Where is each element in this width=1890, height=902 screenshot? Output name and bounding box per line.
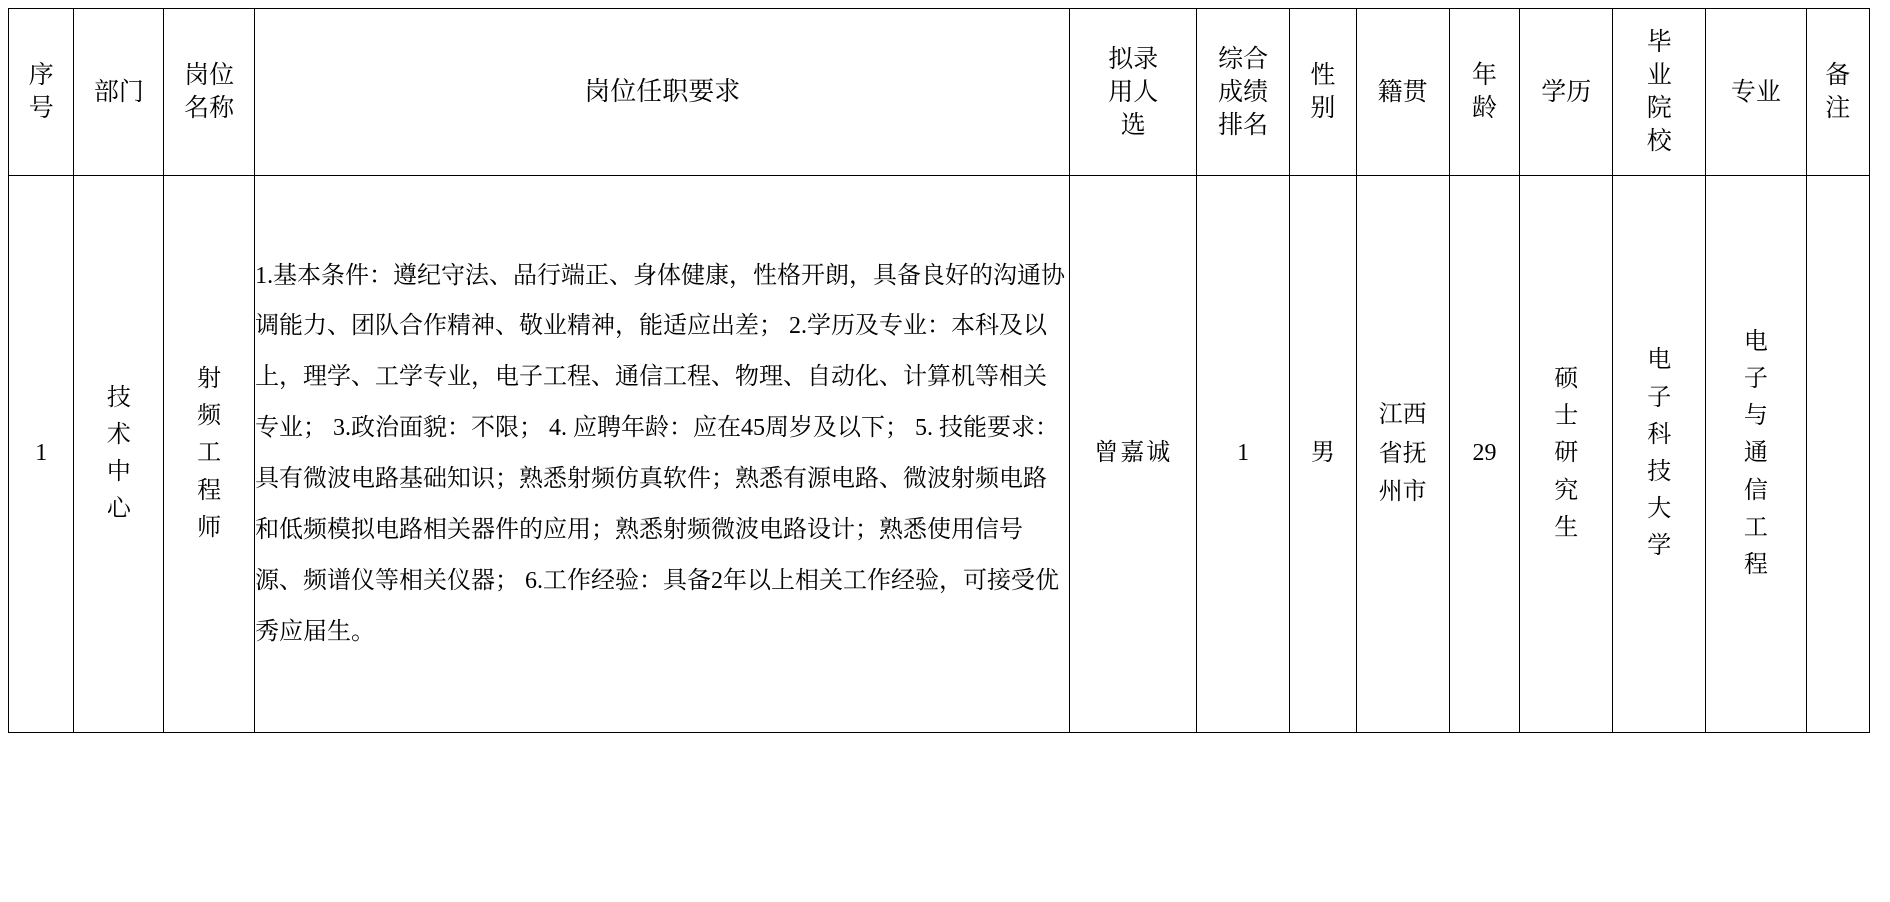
header-cell-hometown — [1356, 9, 1449, 176]
header-label-requirements: 岗位任职要求 — [584, 76, 741, 106]
cell-position — [164, 176, 255, 733]
cell-education-value: 硕士研究生 — [1554, 366, 1579, 541]
header-label-major: 专业 — [1730, 78, 1781, 106]
header-label-education: 学历 — [1541, 78, 1592, 106]
cell-department-value: 技术中心 — [106, 384, 131, 523]
header-cell-position — [164, 9, 255, 176]
cell-major — [1706, 176, 1806, 733]
cell-school-value: 电子科技大学 — [1647, 347, 1672, 560]
cell-candidate: 曾嘉诚 — [1070, 176, 1197, 733]
cell-requirements: 1.基本条件：遵纪守法、品行端正、身体健康，性格开朗，具备良好的沟通协调能力、团队合作精神、敬业精神，能适应出差； 2.学历及专业：本科及以上，理学、工学专业，电子工程、通信工程、物理、自动化、计算机等相关专业； 3.政治面貌：不限； 4. 应聘年龄：应在45周岁及以下； 5. 技能要求：具有微波电路基础知识；熟悉射频仿真软件；熟悉有源电路、微波射频电路和低频模拟电路相关器件的应用；熟悉射频微波电路设计；熟悉使用信号源、频谱仪等相关仪器； 6.工作经验：具备2年以上相关工作经验，可接受优秀应届生。 — [255, 176, 1070, 733]
header-label-remark: 备注 — [1825, 62, 1851, 122]
header-cell-index — [9, 9, 74, 176]
header-label-hometown: 籍贯 — [1377, 78, 1428, 106]
header-label-gender: 性别 — [1310, 62, 1336, 122]
cell-index: 1 — [9, 176, 74, 733]
header-cell-requirements — [255, 9, 1070, 176]
header-label-candidate: 拟录用人选 — [1108, 45, 1159, 139]
header-label-school: 毕业院校 — [1646, 29, 1672, 155]
header-cell-remark — [1806, 9, 1869, 176]
header-cell-department — [74, 9, 164, 176]
table-row — [9, 176, 1870, 733]
header-cell-school — [1613, 9, 1706, 176]
candidate-table — [8, 8, 1870, 733]
table-header-row — [9, 9, 1870, 176]
cell-school — [1613, 176, 1706, 733]
cell-major-value: 电子与通信工程 — [1743, 328, 1768, 578]
header-cell-major — [1706, 9, 1806, 176]
cell-remark — [1806, 176, 1869, 733]
header-cell-age — [1449, 9, 1520, 176]
header-label-age: 年龄 — [1471, 62, 1497, 122]
cell-department — [74, 176, 164, 733]
cell-hometown — [1356, 176, 1449, 733]
header-label-position: 岗位名称 — [184, 62, 235, 122]
cell-gender: 男 — [1290, 176, 1357, 733]
cell-rank: 1 — [1197, 176, 1290, 733]
header-cell-education — [1520, 9, 1613, 176]
header-label-index: 序号 — [28, 62, 54, 122]
header-cell-gender — [1290, 9, 1357, 176]
cell-position-value: 射频工程师 — [197, 366, 222, 541]
header-label-rank: 综合成绩排名 — [1218, 45, 1269, 139]
cell-education — [1520, 176, 1613, 733]
header-cell-rank — [1197, 9, 1290, 176]
header-cell-candidate — [1070, 9, 1197, 176]
cell-hometown-value: 江西省抚州市 — [1378, 402, 1427, 506]
header-label-department: 部门 — [93, 78, 144, 106]
document-page — [0, 8, 1890, 902]
cell-age: 29 — [1449, 176, 1520, 733]
